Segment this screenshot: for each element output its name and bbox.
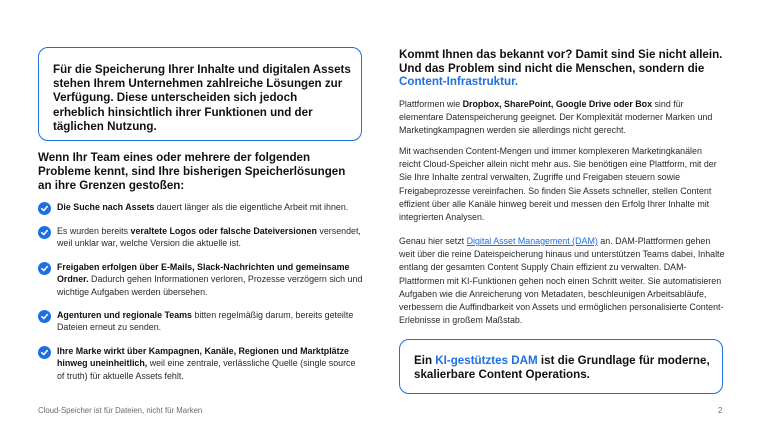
- problems-heading: Wenn Ihr Team eines oder mehrere der folgenden Probleme kennt, sind Ihre bisherigen Speicherlösungen an ihre Grenzen gestoßen:: [38, 151, 346, 192]
- problem-text: Die Suche nach Assets dauert länger als die eigentliche Arbeit mit ihnen.: [57, 202, 349, 212]
- paragraph-platforms: Plattformen wie Dropbox, SharePoint, Google Drive oder Box sind für elementare Datenspeicherung geeignet. Der Komplexität moderner Marken und Marketingkampagnen werden sie allerdings nicht gerecht.: [399, 99, 713, 136]
- paragraph-content-growth: Mit wachsenden Content-Mengen und immer komplexeren Marketingkanälen reicht Cloud-Speicher allein nicht mehr aus. Sie benötigen eine Plattform, mit der Sie Ihre Inhalte zentral verwalten, Zugriffe und Freigaben steuern sowie Freigabeprozesse vereinfachen. So finden Sie Assets schneller, stellen Content effizient über alle Kanäle hinweg bereit und messen den Erfolg Ihrer Inhalte mit integrierten Analysen.: [399, 146, 717, 223]
- right-heading: Kommt Ihnen das bekannt vor? Damit sind Sie nicht allein. Und das Problem sind nicht die Menschen, sondern die Content-Infrastruktur.: [399, 48, 723, 89]
- problem-text: Agenturen und regionale Teams bitten regelmäßig darum, bereits geteilte Dateien erneut zu senden.: [57, 310, 354, 333]
- problem-item-3: [38, 261, 363, 298]
- page-number: 2: [718, 406, 723, 415]
- intro-callout-box: [38, 47, 362, 141]
- outro-callout-box: [399, 339, 723, 394]
- outro-text: Ein KI-gestütztes DAM ist die Grundlage für moderne, skalierbare Content Operations.: [414, 354, 710, 381]
- problem-text: Es wurden bereits veraltete Logos oder falsche Dateiversionen versendet, weil unklar war, welche Version die aktuelle ist.: [57, 226, 361, 249]
- problem-text: Freigaben erfolgen über E-Mails, Slack-Nachrichten und gemeinsame Ordner. Dadurch gehen Informationen verloren, Prozesse verzögern sich und wichtige Aufgaben werden übersehen.: [57, 261, 363, 297]
- problem-item-5: [38, 345, 363, 382]
- problem-list: [38, 201, 363, 382]
- problem-text: Ihre Marke wirkt über Kampagnen, Kanäle, Regionen und Marktplätze hinweg uneinheitlich, weil eine zentrale, verlässliche Quelle (single source of truth) für aktuelle Assets fehlt.: [57, 345, 356, 381]
- intro-text: Für die Speicherung Ihrer Inhalte und digitalen Assets stehen Ihrem Unternehmen zahlreiche Lösungen zur Verfügung. Diese unterscheiden sich jedoch erheblich hinsichtlich ihrer Funktionen und der täglichen Nutzung.: [53, 63, 351, 133]
- paragraph-dam: Genau hier setzt Digital Asset Management (DAM) an. DAM-Plattformen gehen weit über die reine Dateispeicherung hinaus und unterstützen Teams dabei, Inhalte entlang der gesamten Content Supply Chain effizient zu verwalten. DAM-Plattformen mit KI-Funktionen gehen noch einen Schritt weiter. Sie automatisieren Aufgaben wie die Anreicherung von Metadaten, beschleunigen Arbeitsabläufe, verbessern die Auffindbarkeit von Assets und ermöglichen personalisierte Content-Erlebnisse in großem Maßstab.: [399, 236, 725, 326]
- problem-item-4: [38, 309, 363, 334]
- check-circle-icon: [38, 310, 51, 323]
- check-circle-icon: [38, 262, 51, 275]
- dam-link[interactable]: Digital Asset Management (DAM): [466, 236, 598, 246]
- check-circle-icon: [38, 346, 51, 359]
- footer-title: Cloud-Speicher ist für Dateien, nicht für Marken: [38, 406, 203, 415]
- check-circle-icon: [38, 226, 51, 239]
- problem-item-1: [38, 201, 363, 215]
- check-circle-icon: [38, 202, 51, 215]
- problem-item-2: [38, 225, 363, 250]
